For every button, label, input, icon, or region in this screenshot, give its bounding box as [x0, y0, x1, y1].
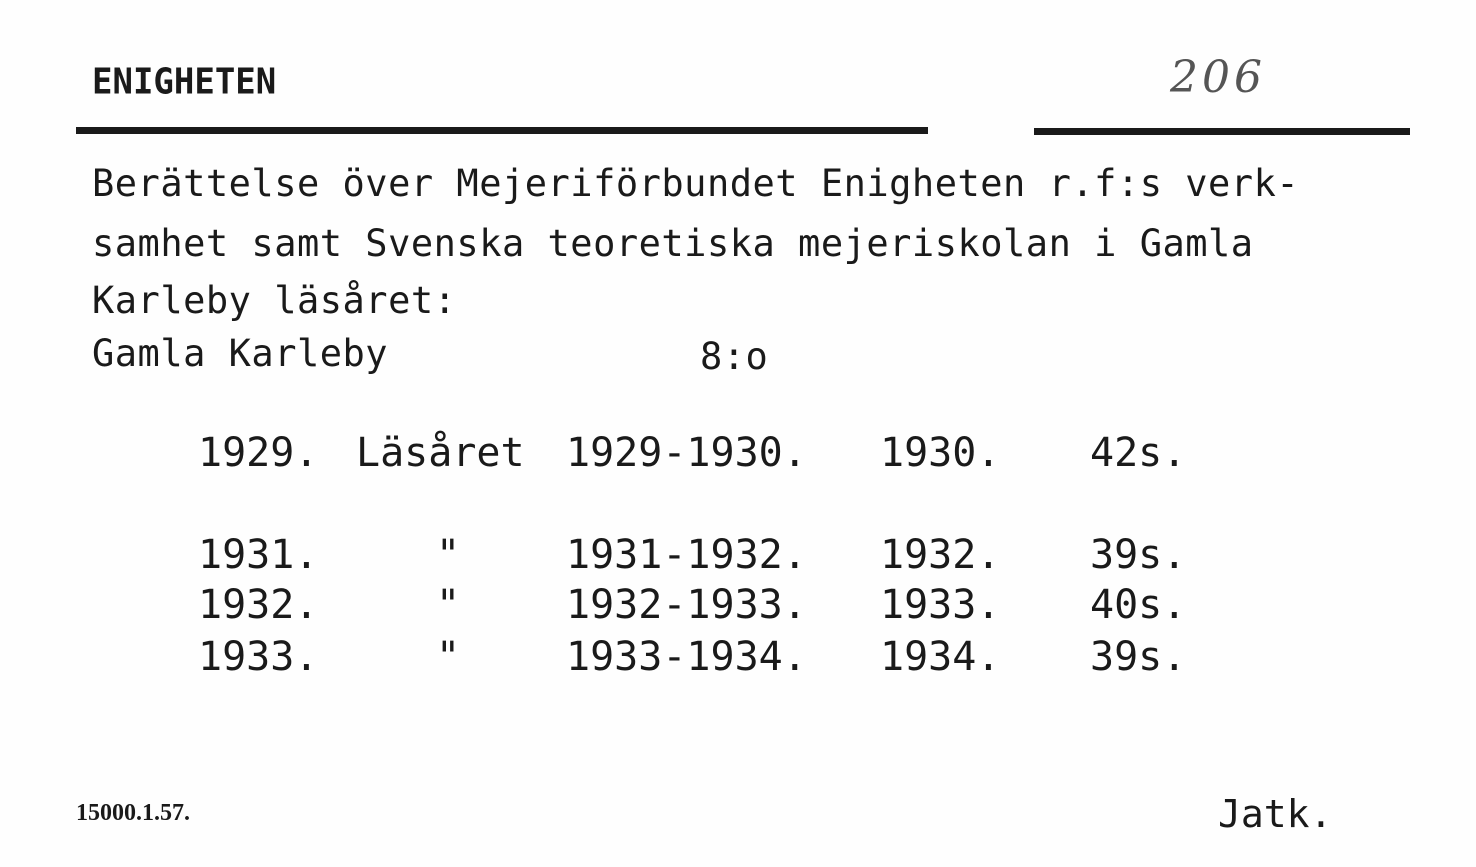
- entry-published: 1933.: [880, 582, 1001, 628]
- entry-label: Läsåret: [356, 430, 525, 476]
- entry-year: 1933.: [198, 634, 319, 680]
- card-heading: ENIGHETEN: [92, 61, 277, 103]
- heading-rule-left: [76, 127, 928, 134]
- entry-published: 1932.: [880, 532, 1001, 578]
- heading-rule-right: [1034, 128, 1410, 135]
- entry-range: 1932-1933.: [566, 582, 807, 628]
- entry-year: 1931.: [198, 532, 319, 578]
- title-line: Berättelse över Mejeriförbundet Enigheten r.f:s verk-: [92, 162, 1300, 205]
- entry-label: ": [436, 582, 461, 628]
- entry-label: ": [436, 634, 461, 680]
- entry-range: 1929-1930.: [566, 430, 807, 476]
- entry-pages: 39s.: [1090, 532, 1187, 578]
- card-number: 206: [1170, 52, 1266, 103]
- entry-year: 1929.: [198, 430, 319, 476]
- title-line: Karleby läsåret:: [92, 279, 457, 322]
- entry-range: 1933-1934.: [566, 634, 807, 680]
- entry-pages: 40s.: [1090, 582, 1187, 628]
- entry-published: 1930.: [880, 430, 1001, 476]
- entry-range: 1931-1932.: [566, 532, 807, 578]
- entry-label: ": [436, 532, 461, 578]
- entry-published: 1934.: [880, 634, 1001, 680]
- title-line: samhet samt Svenska teoretiska mejeriskolan i Gamla: [92, 222, 1254, 265]
- print-code: 15000.1.57.: [76, 800, 190, 826]
- entry-pages: 42s.: [1090, 430, 1187, 476]
- book-format: 8:o: [700, 335, 769, 378]
- entry-year: 1932.: [198, 582, 319, 628]
- entry-pages: 39s.: [1090, 634, 1187, 680]
- continued-note: Jatk.: [1218, 792, 1333, 836]
- publication-place: Gamla Karleby: [92, 332, 389, 375]
